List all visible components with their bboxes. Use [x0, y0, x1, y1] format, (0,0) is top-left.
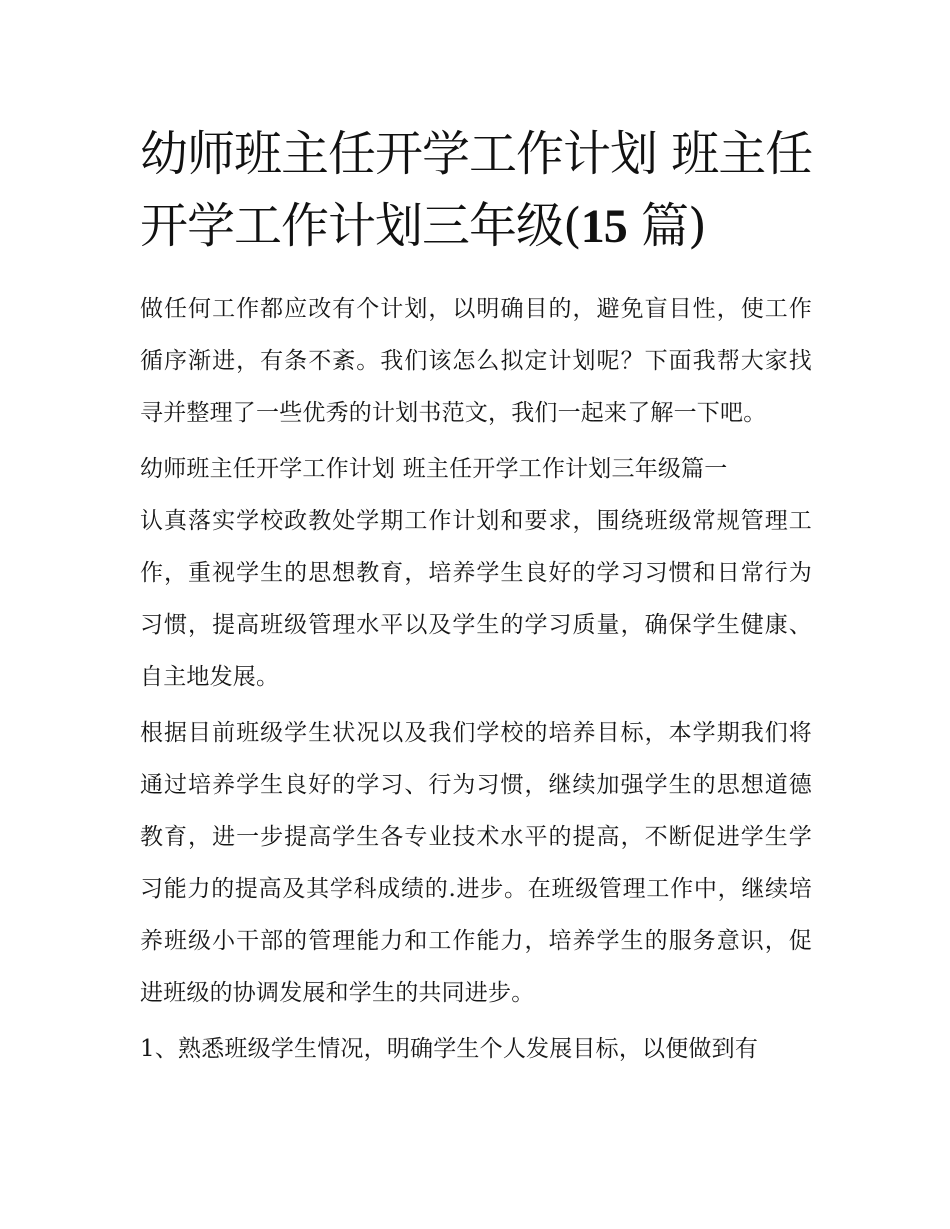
title-text-part2: 篇): [626, 198, 706, 254]
intro-paragraph: 做任何工作都应改有个计划，以明确目的，避免盲目性，使工作循序渐进，有条不紊。我们该怎么拟定计划呢？下面我帮大家找寻并整理了一些优秀的计划书范文，我们一起来了解一下吧。: [140, 296, 812, 426]
document-content: [140, 118, 812, 1079]
document-title: [140, 118, 820, 263]
title-number: 15: [580, 200, 627, 253]
body-paragraph-3: 1、熟悉班级学生情况，明确学生个人发展目标，以便做到有: [140, 1036, 759, 1062]
body-paragraph-2: 根据目前班级学生状况以及我们学校的培养目标，本学期我们将通过培养学生良好的学习、行为习惯，继续加强学生的思想道德教育，进一步提高学生各专业技术水平的提高，不断促进学生学习能力的提高及其学科成绩的.进步。在班级管理工作中，继续培养班级小干部的管理能力和工作能力，培养学生的服务意识，促进班级的协调发展和学生的共同进步。: [140, 720, 812, 1006]
body-paragraph-1: 认真落实学校政教处学期工作计划和要求，围绕班级常规管理工作，重视学生的思想教育，培养学生良好的学习习惯和日常行为习惯，提高班级管理水平以及学生的学习质量，确保学生健康、自主地发展。: [140, 508, 812, 690]
title-text-part1: 幼师班主任开学工作计划 班主任开学工作计划三年级(: [140, 126, 813, 254]
section-heading: 幼师班主任开学工作计划 班主任开学工作计划三年级篇一: [140, 456, 728, 482]
